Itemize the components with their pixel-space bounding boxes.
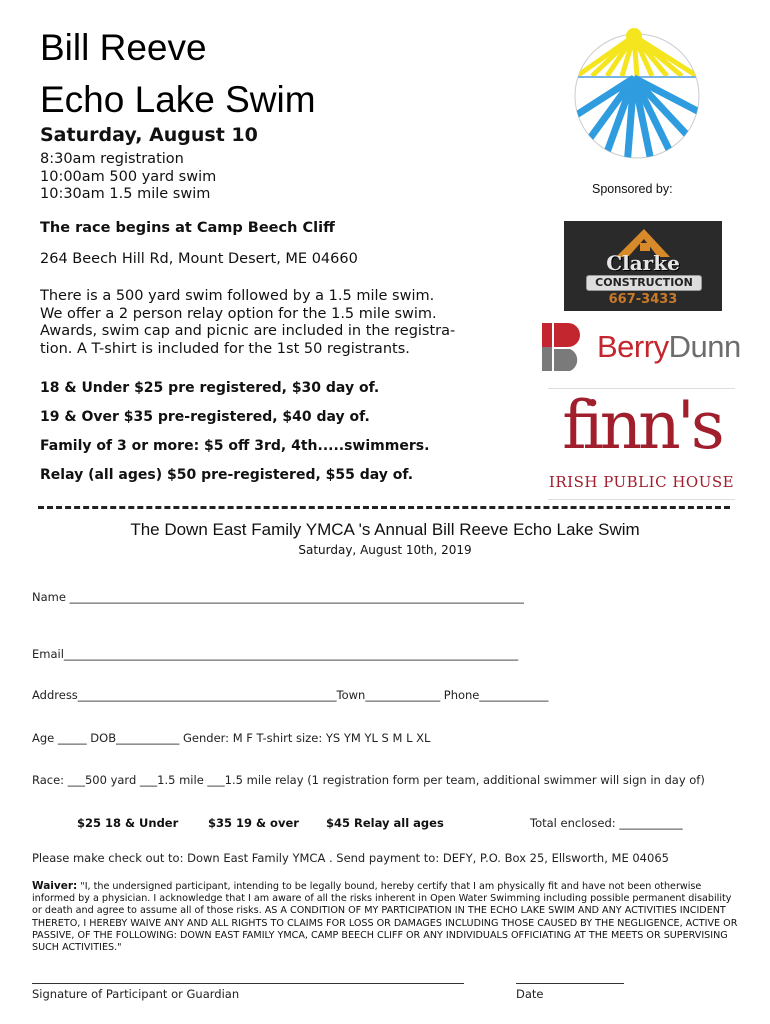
payment-instructions: Please make check out to: Down East Family YMCA . Send payment to: DEFY, P.O. Box 25, Ellsworth, ME 04065 (32, 851, 669, 865)
price-relay: Relay (all ages) $50 pre-registered, $55 day of. (40, 467, 414, 483)
finns-name: finn's (562, 387, 721, 464)
berrydunn-wordmark (597, 329, 741, 365)
email-field[interactable]: Email_______________________________________________________________________________ (32, 647, 519, 661)
fee-under-18: $25 18 & Under (77, 816, 179, 830)
berry-text: Berry (597, 329, 669, 364)
address-field[interactable]: Address_____________________________________________Town_____________ Phone____________ (32, 688, 549, 702)
date-line[interactable] (516, 983, 624, 984)
description-line: There is a 500 yard swim followed by a 1.5 mile swim. (40, 288, 435, 304)
price-family: Family of 3 or more: $5 off 3rd, 4th.....swimmers. (40, 438, 430, 454)
clarke-sub: CONSTRUCTION (586, 275, 702, 291)
event-title-line2: Echo Lake Swim (40, 79, 316, 120)
waiver-label: Waiver: (32, 880, 78, 892)
cut-line-divider (38, 506, 730, 509)
event-date: Saturday, August 10 (40, 124, 258, 146)
form-title: The Down East Family YMCA 's Annual Bill Reeve Echo Lake Swim (130, 520, 640, 539)
event-description (40, 288, 490, 358)
description-line: We offer a 2 person relay option for the 1.5 mile swim. (40, 305, 437, 322)
description-line: tion. A T-shirt is included for the 1st 50 registrants. (40, 340, 410, 357)
race-address: 264 Beech Hill Rd, Mount Desert, ME 04660 (40, 251, 358, 267)
race-location-heading: The race begins at Camp Beech Cliff (40, 220, 335, 236)
signature-label: Signature of Participant or Guardian (32, 987, 240, 1001)
event-title-line1: Bill Reeve (40, 27, 207, 68)
date-label: Date (516, 987, 544, 1001)
signature-line[interactable] (32, 983, 464, 984)
schedule-item: 10:30am 1.5 mile swim (40, 186, 211, 202)
schedule (40, 151, 216, 204)
finns-sub: IRISH PUBLIC HOUSE (548, 473, 735, 491)
race-selection-row[interactable]: Race: ___500 yard ___1.5 mile ___1.5 mile relay (1 registration form per team, additional swimmer will sign in day of) (32, 773, 705, 787)
waiver-body: "I, the undersigned participant, intending to be legally bound, hereby certify that I am physically fit and have not been otherwise informed by a physician. I acknowledge that I am aware of all the risks inherent in Open Water Swimming including possible permanent disability or death and agree to assume all of those risks. AS A CONDITION OF MY PARTICIPATION IN THE ECHO LAKE SWIM AND ANY ACTIVITIES INCIDENT THERETO, I HEREBY WAIVE ANY AND ALL RIGHTS TO CLAIMS FOR LOSS OR DAMAGES INCLUDING THOSE CAUSED BY THE NEGLIGENCE, ACTIVE OR PASSIVE, OF THE FOLLOWING: DOWN EAST FAMILY YMCA, CAMP BEECH CLIFF OR ANY INDIVIDUALS OFFICIATING AT THE MEETS OR SUPERVISING SUCH ACTIVITIES." (32, 881, 738, 954)
form-subtitle: Saturday, August 10th, 2019 (298, 543, 472, 557)
price-under-18: 18 & Under $25 pre registered, $30 day of. (40, 380, 380, 396)
description-line: Awards, swim cap and picnic are included in the registra- (40, 323, 456, 339)
price-over-19: 19 & Over $35 pre-registered, $40 day of. (40, 409, 370, 425)
schedule-item: 10:00am 500 yard swim (40, 168, 217, 185)
fee-relay: $45 Relay all ages (326, 816, 444, 830)
clarke-name: Clarke (606, 251, 680, 275)
clarke-construction-logo (564, 221, 722, 311)
total-enclosed-field[interactable]: Total enclosed: ___________ (530, 816, 683, 830)
sponsored-by-label: Sponsored by: (592, 182, 673, 196)
dunn-text: Dunn (668, 329, 741, 364)
finns-logo (548, 388, 735, 500)
name-field[interactable]: Name _______________________________________________________________________________ (32, 590, 524, 604)
schedule-item: 8:30am registration (40, 151, 184, 167)
age-dob-gender-shirt-row[interactable]: Age _____ DOB___________ Gender: M F T-shirt size: YS YM YL S M L XL (32, 731, 431, 745)
sun-lake-logo-icon (567, 26, 707, 166)
clarke-phone: 667-3433 (608, 292, 678, 307)
berrydunn-mark-icon (540, 321, 588, 373)
fee-19-over: $35 19 & over (208, 816, 299, 830)
waiver-text (32, 880, 744, 954)
